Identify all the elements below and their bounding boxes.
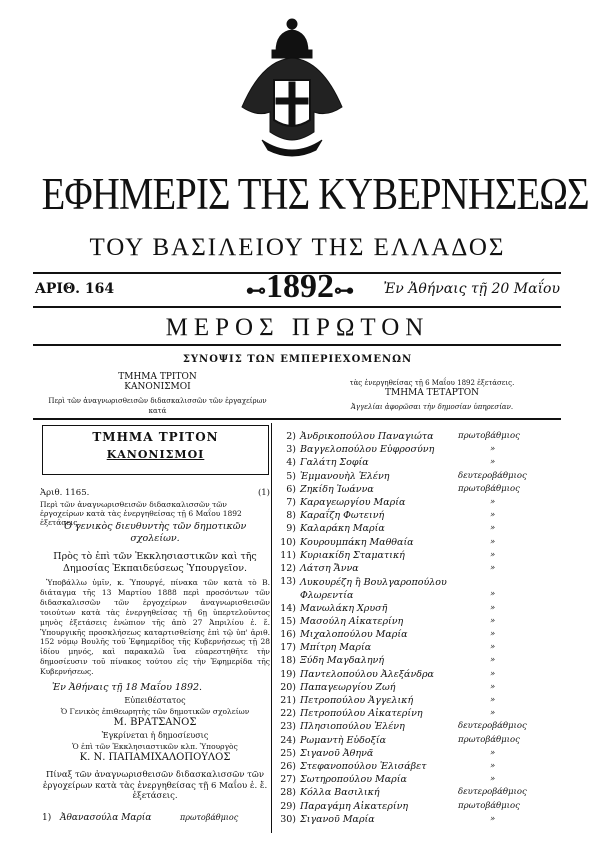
list-item-name: Λάτση Ἄννα: [300, 563, 359, 574]
list-item: [278, 721, 578, 733]
list-item-name: Κόλλα Βασιλική: [300, 787, 380, 799]
list-item-grade: »: [490, 681, 496, 692]
list-item-number: 3): [286, 444, 296, 456]
list-item-grade: πρωτοβάθμιος: [458, 483, 520, 494]
list-item-name: Ρωμαντὴ Εὐδοξία: [300, 734, 386, 746]
table-title: Πίναξ τῶν ἀναγνωρισθεισῶν διδασκαλισσῶν τῶν ἐργοχείρων κατὰ τὰς ἐνεργηθείσας τῇ 6 Μαΐου ἐ. ἔ. ἐξετάσεις.: [42, 770, 268, 801]
list-item-number: 4): [286, 457, 296, 469]
synopsis-title: ΣΥΝΟΨΙΣ ΤΩΝ ΕΜΠΕΡΙΕΧΟΜΕΝΩΝ: [182, 354, 413, 365]
list-item-name: Πετροπούλου Ἀγγελική: [300, 695, 414, 706]
article-number-row: [40, 488, 270, 499]
synopsis-left: [40, 372, 275, 416]
list-item-grade: »: [490, 747, 496, 758]
list-item-number: 30): [280, 813, 296, 825]
list-item-name: Παντελοπούλου Ἀλεξάνδρα: [300, 668, 434, 680]
list-item-grade: »: [490, 510, 496, 521]
list-item-grade: δευτεροβάθμιος: [458, 787, 527, 798]
synopsis-right-text: τὰς ἐνεργηθείσας τῇ 6 Μαΐου 1892 ἐξετάσεις.: [349, 379, 515, 387]
list-item: [278, 484, 578, 496]
approval-line: Ἐγκρίνεται ἡ δημοσίευσις: [101, 731, 209, 740]
list-item: [278, 510, 578, 522]
list-item-grade: »: [490, 536, 496, 547]
list-item-number: 15): [280, 615, 296, 627]
list-item-name: Ἐμμανουὴλ Ἑλένη: [300, 470, 390, 482]
list-item-name: Γαλάτη Σοφία: [300, 457, 369, 469]
list-item-number: 11): [280, 549, 296, 561]
mid-rule: [33, 306, 561, 308]
list-item-grade: »: [490, 602, 496, 613]
list-item-number: 13): [280, 576, 296, 588]
section-box-title: ΤΜΗΜΑ ΤΡΙΤΟΝ: [92, 430, 219, 444]
article-title: Περὶ τῶν ἀναγνωρισθεισῶν διδασκαλισσῶν τῶν ἐργοχείρων κατὰ τὰς ἐνεργηθείσας τῇ 6 Μαΐου 1892 ἐξετάσεις.: [40, 500, 242, 527]
list-item: [278, 537, 578, 549]
section-box: [42, 425, 269, 475]
list-item-grade: πρωτοβάθμιος: [458, 734, 520, 745]
paragraph-text: Ὑποβάλλω ὑμῖν, κ. Ὑπουργέ, πίνακα τῶν κατὰ τὸ Β. διάταγμα τῆς 13 Μαρτίου 1888 περὶ προσόντων τῶν διδασκαλισσῶν τῶν ἐργοχείρων ἀναγνωρισθεισῶν τοιούτων κατὰ τὰς ἐνεργηθείσας τῇ 6ῃ ὑπερτελοῦντος μηνὸς ἐξετάσεις ἐνώπιον τῆς ἀπὸ 27 Ἀπριλίου ἐ. ἔ. Ὑπουργικῆς προσκλήσεως καταρτισθείσης ἐπὶ τῷ ὑπ' ἀριθ. 152 νόμῳ Βουλῆς τοῦ Ἐφημερίδος τῆς Κυβερνήσεως τῇ 28 ἰδίου μηνός, καὶ παρακαλῶ ἵνα εὐαρεστηθῆτε τὴν δημοσίευσιν τοῦ πίνακος τούτου εἰς τὴν Ἐφημερίδα τῆς Κυβερνήσεως.: [40, 578, 270, 677]
list-item-grade: »: [490, 497, 496, 507]
list-item-number: 24): [280, 734, 296, 746]
list-item: [278, 801, 578, 813]
list-item-name: Καλαράκη Μαρία: [300, 523, 385, 535]
list-item-number: 19): [280, 668, 296, 680]
list-item-grade: »: [490, 813, 496, 824]
list-item-number: 8): [286, 510, 296, 522]
list-item-number: 12): [280, 563, 296, 574]
article-number: Ἀριθ. 1165.: [40, 488, 90, 498]
list-item-grade: »: [490, 444, 496, 455]
section-box-sub: ΚΑΝΟΝΙΣΜΟΙ: [106, 448, 205, 461]
list-item-grade: »: [490, 629, 496, 639]
list-item-number: 27): [280, 774, 296, 786]
column-divider: [271, 423, 272, 833]
list-item: [278, 444, 578, 456]
addressee-1: Ὁ γενικὸς διευθυντὴς τῶν δημοτικῶν σχολείων.: [63, 521, 247, 544]
issue-year: [235, 268, 365, 306]
list-item-grade: »: [490, 642, 496, 653]
list-item: [278, 576, 578, 602]
article-mark: (1): [257, 488, 270, 498]
list-item-number: 25): [280, 747, 296, 759]
list-item-number: 20): [280, 681, 296, 693]
synopsis-right-section: ΤΜΗΜΑ ΤΕΤΑΡΤΟΝ: [384, 388, 480, 398]
list-item-grade: »: [490, 655, 496, 666]
list-item-number: 26): [280, 761, 296, 772]
list-item-name: Παπαγεωργίου Ζωή: [300, 681, 396, 693]
list-item-name: Παραγάμη Αἰκατερίνη: [300, 800, 409, 812]
director-title: Ὁ Γενικὸς ἐπιθεωρητὴς τῶν δημοτικῶν σχολείων: [60, 707, 250, 716]
ornament-right-icon: ⊶: [334, 280, 354, 302]
list-item-number: 18): [280, 655, 296, 667]
synopsis-left-text: Περὶ τῶν ἀναγνωρισθεισῶν διδασκαλισσῶν τῶν ἐργαχείρων κατά: [48, 397, 267, 415]
list-item-grade: »: [490, 457, 496, 468]
place-date: Ἐν Ἀθήναις τῇ 18 Μαΐου 1892.: [52, 682, 203, 693]
list-item: [278, 642, 578, 654]
list-item-name: Ζηκίδη Ἰωάννα: [300, 483, 374, 495]
list-item: [278, 682, 578, 694]
list-item: [278, 471, 578, 483]
royal-crest-icon: [232, 12, 352, 162]
list-item: [278, 735, 578, 747]
list-item-grade: »: [490, 523, 496, 534]
list-item: [278, 695, 578, 707]
list-item-grade: »: [490, 563, 496, 573]
list-item-name: Πλησιοπούλου Ἑλένη: [300, 721, 405, 733]
director-name: Μ. ΒΡΑΤΣΑΝΟΣ: [113, 717, 197, 728]
masthead-subtitle: ΤΟΥ ΒΑΣΙΛΕΙΟΥ ΤΗΣ ΕΛΛΑΔΟΣ: [89, 234, 506, 261]
list-item: [278, 629, 578, 641]
list-item-name: Σιγανοῦ Μαρία: [300, 813, 375, 825]
masthead-title: ΕΦΗΜΕΡΙΣ ΤΗΣ ΚΥΒΕΡΝΗΣΕΩΣ: [41, 169, 589, 219]
list-item-grade: πρωτοβάθμιος: [458, 800, 520, 811]
synopsis-right-sub: Ἀγγελίαι ἀφορῶσαι τὴν δημοσίαν ὑπηρεσίαν.: [350, 403, 514, 411]
list-item: [278, 761, 578, 773]
list-item-number: 22): [280, 708, 296, 720]
list-item: [278, 616, 578, 628]
list-item: [278, 523, 578, 535]
list-item-grade: »: [490, 668, 496, 679]
list-item-name: Ἀνδρικοπούλου Παναγιώτα: [300, 431, 434, 442]
list-item: [278, 563, 578, 575]
list-item-name: Μανωλάκη Χρυσῆ: [300, 602, 388, 614]
list-item: [278, 669, 578, 681]
respect-line: Εὐπειθέστατος: [124, 696, 186, 705]
list-item: [278, 655, 578, 667]
body-paragraph: [40, 578, 270, 677]
list-item-name: Σιγανοῦ Ἀθηνᾶ: [300, 747, 374, 759]
list-item: [278, 774, 578, 786]
part-rule: [33, 344, 561, 346]
list-item-name: Πετροπούλου Αἰκατερίνη: [300, 708, 423, 720]
section-rule: [33, 418, 561, 420]
list-item-name: Κυριακίδη Σταματική: [300, 549, 405, 561]
list-item-name: Στεφανοπούλου Ἐλισάβετ: [300, 761, 427, 772]
list-item: [278, 550, 578, 562]
entry-name: Ἀθανασούλα Μαρία: [60, 813, 152, 823]
list-item-number: 10): [280, 536, 296, 548]
list-item-name: Καραγεωργίου Μαρία: [300, 497, 406, 508]
minister-name: Κ. Ν. ΠΑΠΑΜΙΧΑΛΟΠΟΥΛΟΣ: [79, 752, 231, 763]
synopsis-left-section: ΤΜΗΜΑ ΤΡΙΤΟΝ: [118, 372, 197, 382]
list-item-number: 29): [280, 800, 296, 812]
list-item: [278, 431, 578, 443]
list-item-number: 28): [280, 787, 296, 799]
issue-row: [35, 268, 560, 306]
list-item-number: 14): [280, 602, 296, 614]
list-item-grade: δευτεροβάθμιος: [458, 470, 527, 481]
list-item: [278, 708, 578, 720]
list-item-grade: »: [490, 589, 496, 600]
list-item-grade: »: [490, 708, 496, 719]
list-item-number: 21): [280, 695, 296, 706]
list-item: [278, 457, 578, 469]
list-item-grade: »: [490, 761, 496, 771]
list-item-name: Σωτηροπούλου Μαρία: [300, 774, 407, 786]
synopsis-left-sub: ΚΑΝΟΝΙΣΜΟΙ: [124, 382, 191, 392]
list-item-grade: δευτεροβάθμιος: [458, 721, 527, 732]
list-item-number: 7): [286, 497, 296, 508]
list-item-name: Ξύδη Μαγδαληνή: [300, 655, 385, 667]
list-item-name: Μιχαλοπούλου Μαρία: [300, 629, 408, 640]
list-item-number: 16): [280, 629, 296, 640]
list-item-name: Μασούλη Αἰκατερίνη: [300, 615, 404, 627]
synopsis-right: [292, 378, 572, 412]
list-item-number: 6): [286, 483, 296, 495]
list-item-grade: »: [490, 695, 496, 705]
list-item-name: Μπίτρη Μαρία: [300, 642, 372, 654]
list-item: [278, 787, 578, 799]
list-item: [278, 497, 578, 509]
list-item-name: Καραΐζη Φωτεινή: [300, 510, 385, 522]
first-entry: [40, 813, 270, 825]
list-item-number: 17): [280, 642, 296, 654]
list-item-grade: »: [490, 774, 496, 785]
entry-grade: πρωτοβάθμιος: [180, 813, 239, 822]
list-item-grade: πρωτοβάθμιος: [458, 431, 520, 441]
list-item-number: 23): [280, 721, 296, 733]
list-item-number: 2): [286, 431, 296, 442]
list-item: [278, 748, 578, 760]
addressee-2: Πρὸς τὸ ἐπὶ τῶν Ἐκκλησιαστικῶν καὶ τῆς Δημοσίας Ἐκπαιδεύσεως Ὑπουργεῖον.: [53, 551, 257, 574]
list-item-name: Λυκουρέζη ἢ Βουλγαροπούλου Φλωρεντία: [300, 577, 447, 602]
list-item-number: 9): [286, 523, 296, 535]
ornament-left-icon: ⊷: [246, 280, 266, 302]
issue-date: Ἐν Ἀθήναις τῇ 20 Μαΐου: [383, 281, 560, 297]
minister-title: Ὁ ἐπὶ τῶν Ἐκκλησιαστικῶν κλπ. Ὑπουργὸς: [72, 742, 238, 751]
list-item-grade: »: [490, 549, 496, 560]
year-value: 1892: [266, 268, 334, 305]
list-item-number: 5): [286, 470, 296, 482]
issue-number: ΑΡΙΘ. 164: [35, 281, 115, 297]
entry-number: 1): [42, 813, 52, 823]
part-title: ΜΕΡΟΣ ΠΡΩΤΟΝ: [165, 314, 430, 341]
list-item-name: Κουρουμπάκη Μαθθαία: [300, 536, 414, 548]
list-item-name: Βαγγελοπούλου Εὐφροσύνη: [300, 444, 435, 456]
list-item: [278, 603, 578, 615]
list-item-grade: »: [490, 615, 496, 626]
list-item: [278, 814, 578, 826]
